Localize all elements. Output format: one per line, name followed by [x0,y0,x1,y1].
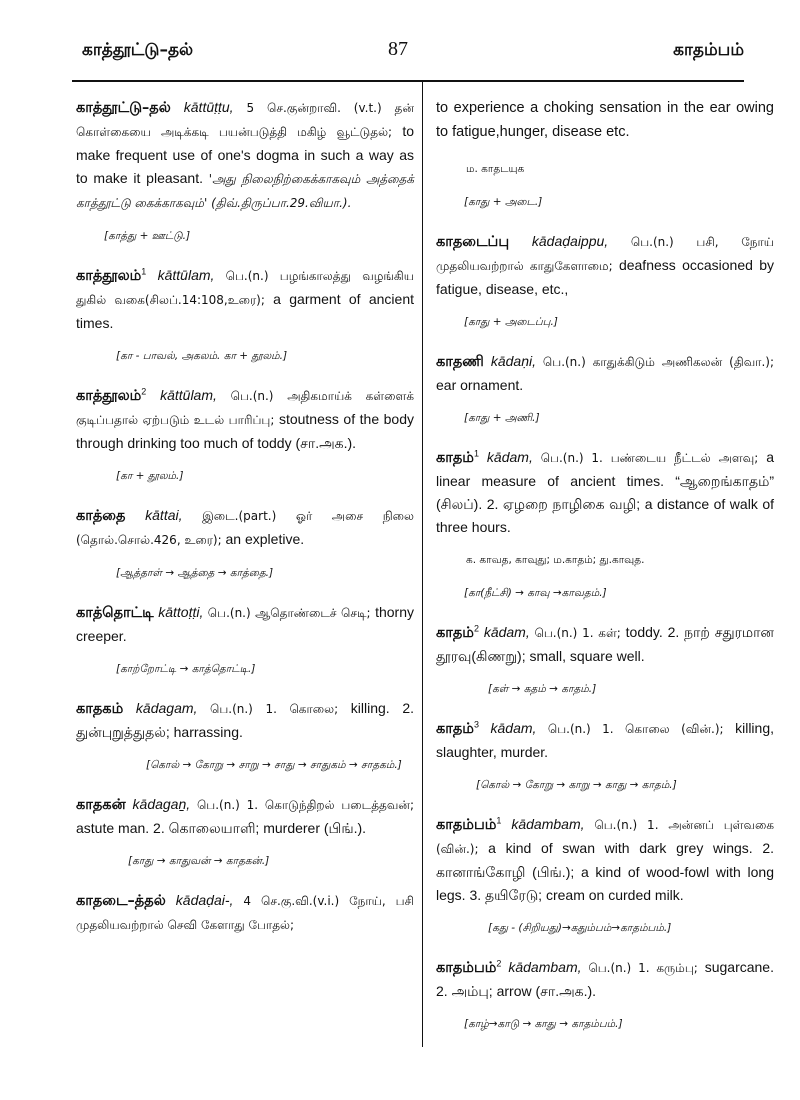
transliteration: kādambam, [511,816,585,832]
column-divider [422,82,423,1047]
etymology: [காழ்→காடு → காது → காதம்பம்.] [464,1018,623,1030]
transliteration: kādam, [486,449,533,465]
dictionary-entry [76,601,414,648]
tamil-definition: பெ.(n.) 1. கொலை (வின்.); [536,722,724,736]
tamil-definition: பெ.(n.) 1. பண்டைய நீட்டல் அளவு; [532,451,759,465]
headword: காதம் [436,450,474,466]
headword: காதம் [436,721,474,737]
dictionary-entry [436,230,774,301]
etymology: [கா - பாவல், அகலம். கா + தூலம்.] [116,350,288,362]
continued-entry-text: to experience a choking sensation in the ear owing to fatigue,hunger, disease etc. [436,100,774,140]
tamil-definition: பெ.(n.) காதுக்கிடும் அணிகலன் (திவா.); [536,355,774,369]
headword: காத்தூலம் [76,268,142,284]
dictionary-entry [76,96,414,215]
right-column [436,96,774,1052]
transliteration: kādagaṉ, [132,796,191,812]
english-definition: sugarcane. 2. அம்பு; arrow (சா.அக.). [436,959,774,999]
etymology: [காது + அடை.] [464,196,543,208]
transliteration: kāttai, [145,507,183,523]
tamil-definition: பெ.(n.) 1. அன்னப் புள்வகை (வின்.); [436,818,775,856]
english-definition: killing, slaughter, murder. [436,720,775,760]
etymology: [கா + தூலம்.] [116,470,184,482]
header-rule [72,80,744,82]
transliteration: kādambam, [508,959,582,975]
english-definition: ear ornament. [436,377,524,393]
english-definition: an expletive. [221,531,305,547]
transliteration: kādaḍaippu, [531,233,609,249]
english-definition: thorny creeper. [76,604,415,644]
tamil-definition: பெ.(n.) 1. கொலை; [197,702,339,716]
transliteration: kāttoṭṭi, [158,604,204,620]
etymology: [ஆத்தாள் → ஆத்தை → காத்தை.] [116,567,274,579]
transliteration: kādam, [483,624,530,640]
tamil-definition: பெ.(n.) 1. கரும்பு; [581,961,698,975]
etymology: [கது - (சிறியது)→கதும்பம்→காதம்பம்.] [488,922,672,934]
dictionary-entry [436,956,774,1003]
dictionary-entry [436,350,774,397]
header-left-guideword: காத்தூட்டு–தல் [82,40,194,60]
homonym-number: 1 [473,448,479,459]
english-definition: a kind of swan with dark grey wings. 2. கானாங்கோழி (பிங்.); a kind of wood-fowl with long legs. 3. தயிரேடு; cream on curded milk. [436,840,774,903]
tamil-definition: பெ.(n.) ஆதொண்டைச் செடி; [203,606,371,620]
etymology: [காது → காதுவன் → காதகன்.] [128,855,270,867]
etymology: [கா(நீட்சி) → காவு →காவதம்.] [464,587,607,599]
etymology: [காது + அடைப்பு.] [464,316,558,328]
english-definition: killing. 2. துன்புறுத்துதல்; harrassing. [76,700,415,740]
header-right-guideword: காதம்பம் [673,40,744,60]
headword: காதம்பம் [436,960,497,976]
homonym-number: 2 [141,386,147,397]
dictionary-entry [76,793,414,840]
english-definition: toddy. 2. நாற் சதுரமான தூரவு(கிணறு); small, square well. [436,624,775,664]
dictionary-entry [76,384,414,455]
transliteration: kādagam, [135,700,198,716]
cognates: ம. காதடயுக [466,163,525,175]
headword: காதம்பம் [436,817,497,833]
headword: காத்தொட்டி [76,605,154,621]
headword: காதணி [436,354,484,370]
tamil-definition: 5 செ.குன்றாவி. (v.t.) தன் கொள்கையை அடிக்கடி பயன்படுத்தி மகிழ் வூட்டுதல்; [76,101,414,139]
headword: காதம் [436,625,474,641]
etymology: [கொல் → கோறு → சாறு → சாது → சாதுகம் → சாதகம்.] [146,759,402,771]
english-definition: to make frequent use of one's dogma in such a way as to make it pleasant. [76,123,414,186]
etymology: [கள் → கதம் → காதம்.] [488,683,597,695]
headword: காத்தூலம் [76,388,142,404]
etymology: [காற்றோட்டி → காத்தொட்டி.] [116,663,256,675]
etymology: [காத்து + ஊட்டு.] [104,230,191,242]
english-definition: stoutness of the body through drinking too much of toddy (சா.அக.). [76,411,415,451]
tamil-definition: பெ.(n.) அதிகமாய்க் கள்ளைக் குடிப்பதால் ஏற்படும் உடல் பாரிப்பு; [76,389,414,427]
tamil-definition: 4 செ.கு.வி.(v.i.) நோய், பசி முதலியவற்றால் செவி கேளாது போதல்; [76,894,415,932]
left-column [76,96,414,947]
page-number: 87 [388,38,408,60]
homonym-number: 1 [141,266,147,277]
english-definition: deafness occasioned by fatigue, disease, etc., [436,257,774,297]
homonym-number: 2 [473,623,479,634]
tamil-definition: இடை.(part.) ஓர் அசை நிலை (தொல்.சொல்.426, உரை); [76,509,414,547]
headword: காதடைப்பு [436,234,510,250]
tamil-definition: பெ.(n.) பசி, நோய் முதலியவற்றால் காதுகேளாமை; [436,235,774,273]
transliteration: kāttūlam, [157,267,215,283]
homonym-number: 2 [496,958,502,969]
transliteration: kāttūlam, [160,387,217,403]
dictionary-entry [76,889,414,937]
cognates: க. காவத, காவுது; ம.காதம்; து.காவுத. [466,554,645,566]
tamil-definition: பெ.(n.) பழங்காலத்து வழங்கிய துகில் வகை(சிலப்.14:108,உரை); [76,269,414,307]
tamil-definition: பெ.(n.) 1. கொடுந்திறல் படைத்தவன்; [190,798,414,812]
dictionary-entry [436,717,774,764]
transliteration: kādaḍai-, [175,892,234,908]
literary-example: 'அது நிலைநிற்கைக்காகவும் அத்தைக் காத்தூட்டு கைக்காகவும்' (திவ்.திருப்பா.29.வியா.). [76,172,414,210]
headword: காதகன் [76,797,126,813]
dictionary-entry [76,264,414,335]
tamil-definition: பெ.(n.) 1. கள்; [529,626,621,640]
english-definition: a linear measure of ancient times. “ஆறைங்காதம்” (சிலப்). 2. ஏழறை நாழிகை வழி; a distance of walk of three hours. [436,449,774,535]
dictionary-entry [76,697,414,744]
etymology: [கொல் → கோறு → காறு → காது → காதம்.] [476,779,677,791]
homonym-number: 3 [473,719,479,730]
dictionary-entry [436,813,774,907]
english-definition: astute man. 2. கொலையாளி; murderer (பிங்.). [76,820,367,836]
homonym-number: 1 [496,815,502,826]
dictionary-entry [76,504,414,552]
page-header [52,36,744,76]
english-definition: a garment of ancient times. [76,291,414,331]
headword: காதடை–த்தல் [76,893,166,909]
transliteration: kāttūṭṭu, [183,99,234,115]
transliteration: kādam, [490,720,537,736]
headword: காத்தூட்டு–தல் [76,100,171,116]
dictionary-entry [436,621,774,668]
transliteration: kādaṇi, [490,353,537,369]
dictionary-entry [436,446,774,539]
headword: காத்தை [76,508,126,524]
etymology: [காது + அணி.] [464,412,540,424]
headword: காதகம் [76,701,124,717]
